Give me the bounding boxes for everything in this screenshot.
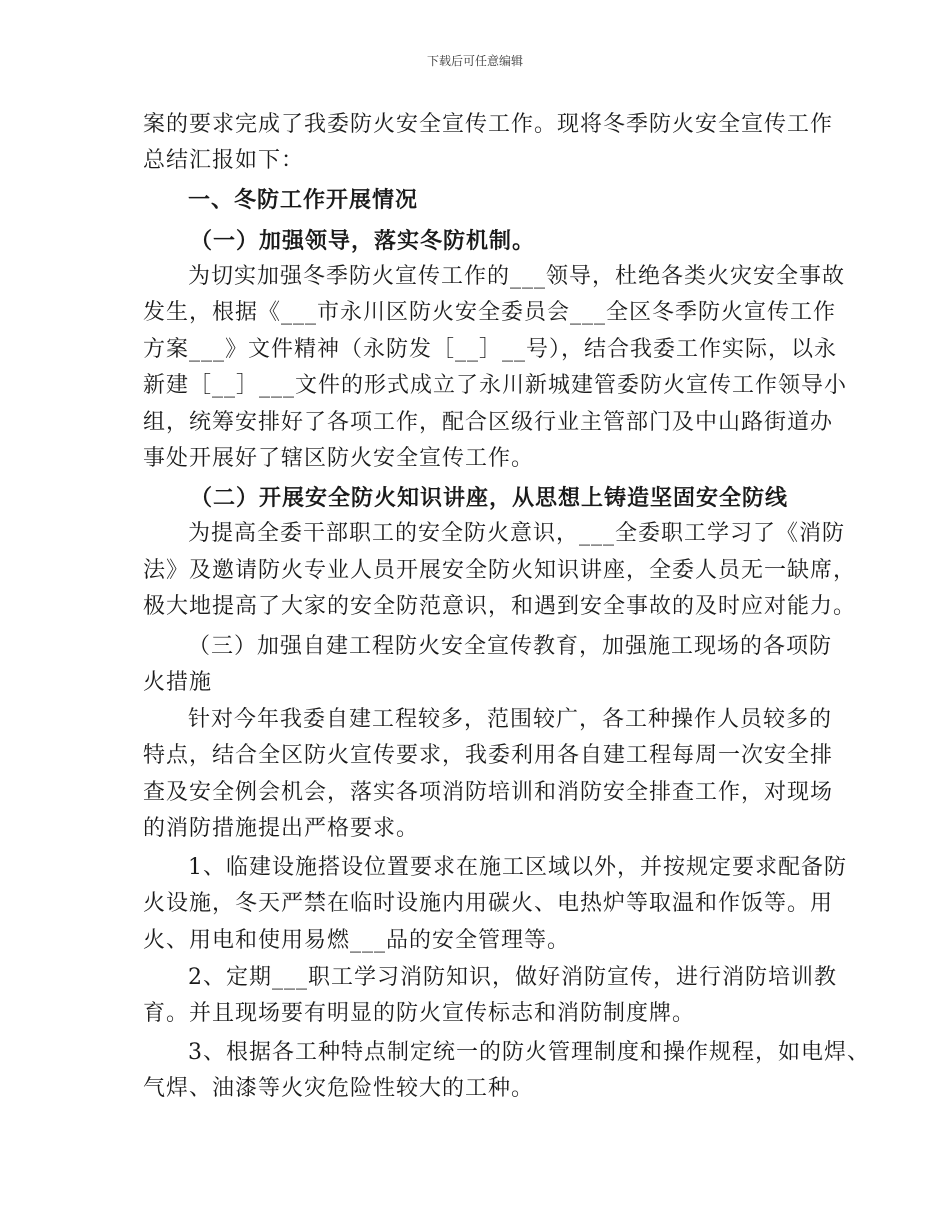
list-item-line: 火设施，冬天严禁在临时设施内用碳火、电热炉等取温和作饭等。用 xyxy=(143,891,834,916)
list-item-line: 火、用电和使用易燃___品的安全管理等。 xyxy=(143,928,571,953)
paragraph-line: 案的要求完成了我委防火安全宣传工作。现将冬季防火安全宣传工作 xyxy=(143,112,834,137)
paragraph-line: 方案___》文件精神（永防发［__］__号），结合我委工作实际，以永 xyxy=(143,337,838,362)
paragraph-line: 针对今年我委自建工程较多，范围较广，各工种操作人员较多的 xyxy=(188,707,833,732)
section-heading: 一、冬防工作开展情况 xyxy=(188,187,419,213)
subsection-heading-cont: 火措施 xyxy=(143,670,213,695)
paragraph-line: 事处开展好了辖区防火安全宣传工作。 xyxy=(143,446,535,471)
paragraph-line: 组，统筹安排好了各项工作，配合区级行业主管部门及中山路街道办 xyxy=(143,410,834,435)
paragraph-line: 法》及邀请防火专业人员开展安全防火知识讲座，全委人员无一缺席， xyxy=(143,558,857,583)
list-item-line: 1、临建设施搭设位置要求在施工区域以外，并按规定要求配备防 xyxy=(188,855,847,880)
list-item-line: 3、根据各工种特点制定统一的防火管理制度和操作规程，如电焊、 xyxy=(188,1040,870,1065)
paragraph-line: 特点，结合全区防火宣传要求，我委利用各自建工程每周一次安全排 xyxy=(143,743,834,768)
paragraph-line: 为切实加强冬季防火宣传工作的___领导，杜绝各类火灾安全事故 xyxy=(188,264,846,289)
list-item-line: 2、定期___职工学习消防知识，做好消防宣传，进行消防培训教 xyxy=(188,965,837,990)
list-item-line: 气焊、油漆等火灾危险性较大的工种。 xyxy=(143,1076,535,1101)
paragraph-line: 的消防措施提出严格要求。 xyxy=(143,816,420,841)
paragraph-line: 极大地提高了大家的安全防范意识，和遇到安全事故的及时应对能力。 xyxy=(143,594,857,619)
paragraph-line: 总结汇报如下： xyxy=(143,148,305,173)
paragraph-line: 查及安全例会机会，落实各项消防培训和消防安全排查工作，对现场 xyxy=(143,780,834,805)
paragraph-line: 为提高全委干部职工的安全防火意识，___全委职工学习了《消防 xyxy=(188,521,846,546)
subsection-heading: （三）加强自建工程防火安全宣传教育，加强施工现场的各项防 xyxy=(188,634,833,659)
list-item-line: 育。并且现场要有明显的防火宣传标志和消防制度牌。 xyxy=(143,1001,696,1026)
paragraph-line: 发生，根据《___市永川区防火安全委员会___全区冬季防火宣传工作 xyxy=(143,300,837,325)
page-header: 下载后可任意编辑 xyxy=(426,54,523,68)
paragraph-line: 新建［__］___文件的形式成立了永川新城建管委防火宣传工作领导小 xyxy=(143,373,848,398)
subsection-heading: （二）开展安全防火知识讲座，从思想上铸造坚固安全防线 xyxy=(190,485,789,511)
subsection-heading: （一）加强领导，落实冬防机制。 xyxy=(190,228,536,254)
